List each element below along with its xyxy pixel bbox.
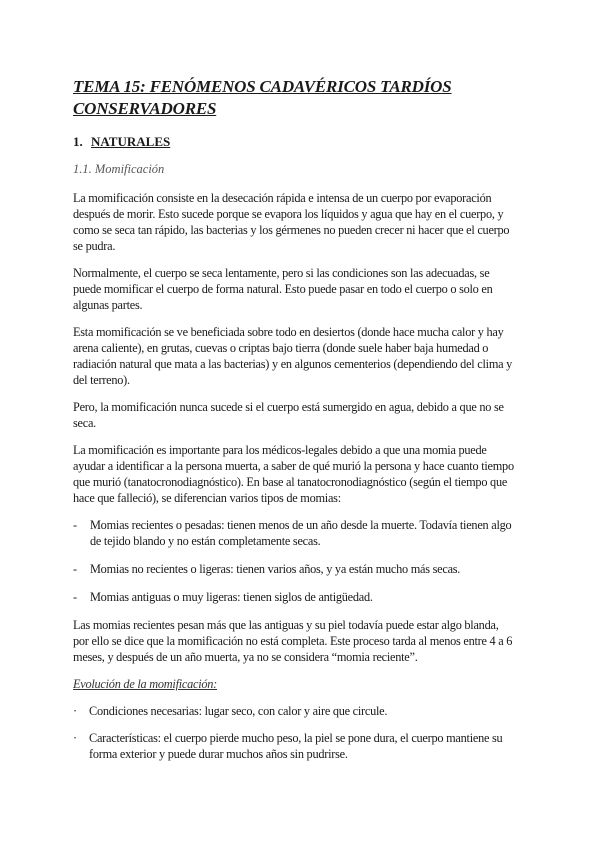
evolution-list	[73, 703, 514, 762]
list-item	[73, 589, 514, 605]
list-item	[73, 703, 514, 719]
evolution-heading: Evolución de la momificación:	[73, 677, 218, 691]
paragraph: Las momias recientes pesan más que las antiguas y su piel todavía puede estar algo blanda, por ello se dice que la momificación no está completa. Este proceso tarda al menos entre 4 a 6 meses, y después de un año muerta, ya no se considera “momia reciente”.	[73, 618, 513, 664]
list-item-text: Condiciones necesarias: lugar seco, con calor y aire que circule.	[89, 704, 388, 718]
section-label: NATURALES	[91, 134, 171, 149]
paragraph: La momificación es importante para los médicos-legales debido a que una momia puede ayudar a identificar a la persona muerta, a saber de qué murió la persona y hace cuanto tiempo que murió (tanatocronodiagnóstico). En base al tanatocronodiagnóstico (según el tiempo que hace que falleció), se diferencian varios tipos de momias:	[73, 443, 514, 505]
paragraph: Normalmente, el cuerpo se seca lentamente, pero si las condiciones son las adecuadas, se puede momificar el cuerpo de forma natural. Esto puede pasar en todo el cuerpo o solo en algunas partes.	[73, 266, 493, 312]
list-item-text: Momias antiguas o muy ligeras: tienen siglos de antigüedad.	[90, 590, 373, 604]
list-bullet: -	[73, 518, 77, 532]
subsection-heading: 1.1. Momificación	[73, 162, 165, 176]
list-bullet: -	[73, 590, 77, 604]
paragraph: Esta momificación se ve beneficiada sobre todo en desiertos (donde hace mucha calor y hay arena caliente), en grutas, cuevas o criptas bajo tierra (donde suele haber baja humedad o radiación natural que mata a las bacterias) y en algunos cementerios (dependiendo del clima y del terreno).	[73, 325, 513, 387]
list-bullet: ·	[73, 731, 77, 745]
paragraph: La momificación consiste en la desecación rápida e intensa de un cuerpo por evaporación después de morir. Esto sucede porque se evapora los líquidos y agua que hay en el cuerpo, y como se seca tan rápido, las bacterias y los gérmenes no pueden crecer ni hacer que el cuerpo se pudra.	[73, 191, 510, 253]
list-bullet: ·	[73, 704, 77, 718]
section-number: 1.	[73, 134, 83, 149]
section-heading	[73, 134, 514, 150]
list-item-text: Momias recientes o pesadas: tienen menos de un año desde la muerte. Todavía tienen algo de tejido blando y no están completamente secas.	[90, 518, 512, 548]
list-bullet: -	[73, 562, 77, 576]
list-item	[73, 561, 514, 577]
list-item	[73, 730, 514, 762]
list-item-text: Características: el cuerpo pierde mucho peso, la piel se pone dura, el cuerpo mantiene su forma exterior y puede durar muchos años sin pudrirse.	[89, 731, 503, 761]
list-item	[73, 517, 514, 549]
page-title: TEMA 15: FENÓMENOS CADAVÉRICOS TARDÍOS CONSERVADORES	[73, 77, 452, 118]
paragraph: Pero, la momificación nunca sucede si el cuerpo está sumergido en agua, debido a que no se seca.	[73, 400, 504, 430]
mummy-types-list	[73, 517, 514, 605]
list-item-text: Momias no recientes o ligeras: tienen varios años, y ya están mucho más secas.	[90, 562, 461, 576]
